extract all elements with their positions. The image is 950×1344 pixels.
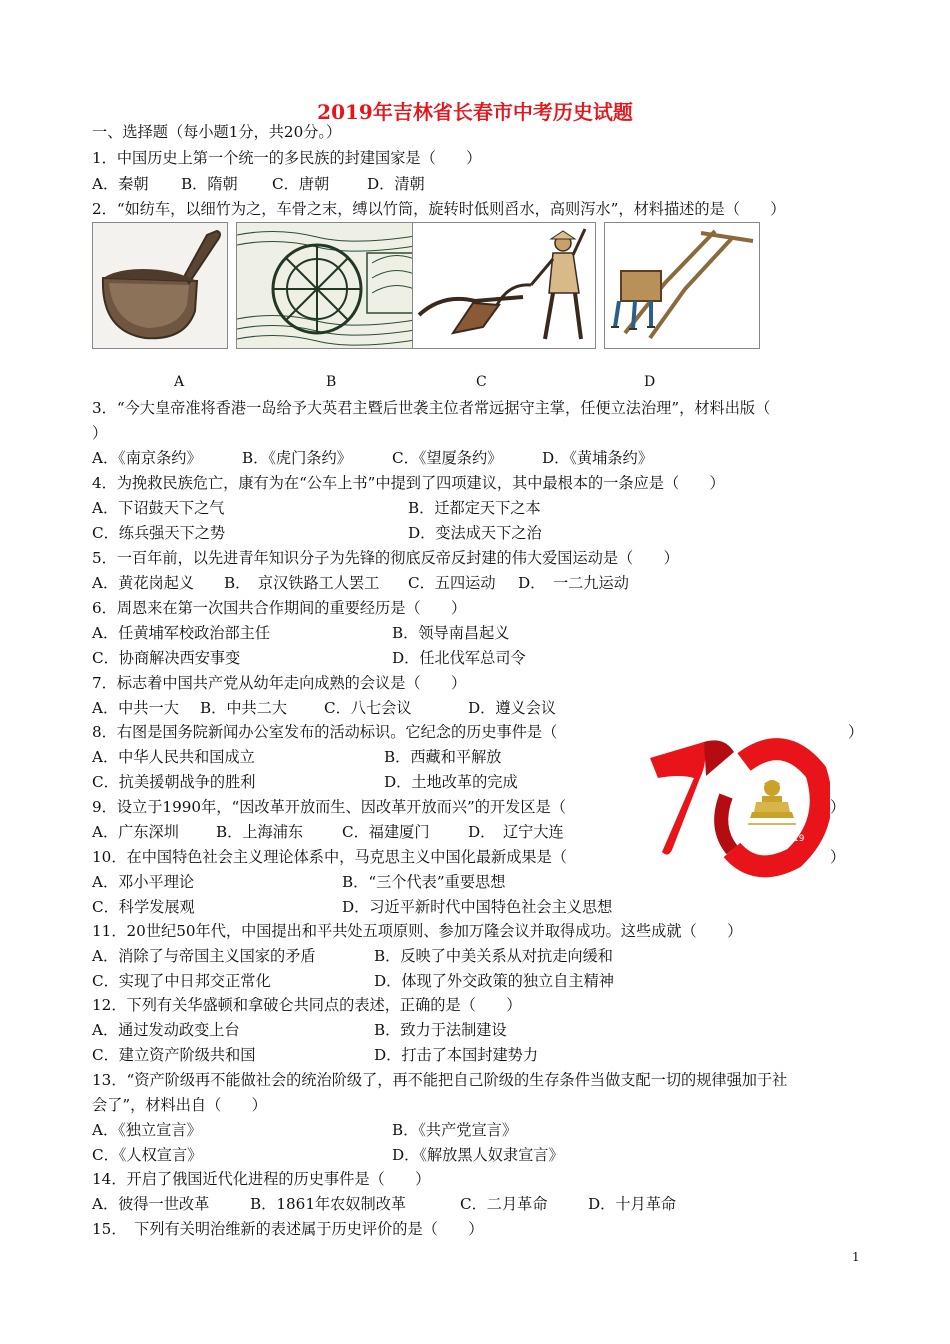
q7-option-a: A．中共一大	[92, 699, 179, 717]
q8-option-c: C．抗美援朝战争的胜利	[92, 773, 256, 791]
question-3-stem-cont: ）	[92, 424, 108, 442]
70th-anniversary-logo-icon	[644, 732, 830, 882]
q13-option-d: D．《解放黑人奴隶宣言》	[392, 1146, 564, 1164]
q7-option-d: D．遵义会议	[468, 699, 557, 717]
page-title: 2019年吉林省长春市中考历史试题	[317, 100, 633, 124]
question-1-stem: 1．中国历史上第一个统一的多民族的封建国家是（ ）	[92, 149, 482, 167]
q5-option-a: A．黄花岗起义	[92, 574, 195, 592]
q8-option-a: A．中华人民共和国成立	[92, 748, 255, 766]
q8-option-d: D．土地改革的完成	[384, 773, 518, 791]
q4-option-d: D．变法成天下之治	[408, 524, 542, 542]
question-3-stem: 3．“今大皇帝准将香港一岛给予大英君主暨后世袭主位者常远据守主掌，任便立法治理”，材料出版（	[92, 399, 771, 417]
q8-option-b: B．西藏和平解放	[384, 748, 502, 766]
q6-option-d: D．任北伐军总司令	[392, 649, 526, 667]
q10-option-c: C．科学发展观	[92, 898, 195, 916]
q13-option-b: B．《共产党宣言》	[392, 1121, 518, 1139]
question-12-stem: 12．下列有关华盛顿和拿破仑共同点的表述，正确的是（ ）	[92, 996, 522, 1014]
q5-option-c: C．五四运动	[408, 574, 496, 592]
waterwheel-icon	[236, 222, 434, 349]
question-14-stem: 14．开启了俄国近代化进程的历史事件是（ ）	[92, 1170, 431, 1188]
q12-option-a: A．通过发动政变上台	[92, 1021, 240, 1039]
q13-option-c: C．《人权宣言》	[92, 1146, 203, 1164]
question-13-stem: 13．“资产阶级再不能做社会的统治阶级了，再不能把自己阶级的生存条件当做支配一切的规律强加于社	[92, 1071, 788, 1089]
section-heading: 一、选择题（每小题1分，共20分。）	[92, 123, 342, 141]
image-label-b: B	[326, 374, 337, 390]
q9-option-c: C．福建厦门	[342, 823, 430, 841]
q14-option-b: B．1861年农奴制改革	[250, 1195, 407, 1213]
q1-option-c: C．唐朝	[272, 175, 330, 193]
q5-option-b: B． 京汉铁路工人罢工	[224, 574, 380, 592]
q1-option-a: A．秦朝	[92, 175, 149, 193]
q12-option-d: D．打击了本国封建势力	[374, 1046, 539, 1064]
q11-option-d: D．体现了外交政策的独立自主精神	[374, 972, 614, 990]
image-label-d: D	[644, 374, 656, 390]
q9-option-d: D． 辽宁大连	[468, 823, 564, 841]
q3-option-c: C．《望厦条约》	[392, 449, 503, 467]
question-10-stem: 10．在中国特色社会主义理论体系中，马克思主义中国化最新成果是（	[92, 848, 567, 866]
question-13-stem-cont: 会了”，材料出自（ ）	[92, 1096, 267, 1114]
q3-option-d: D．《黄埔条约》	[542, 449, 653, 467]
q11-option-a: A．消除了与帝国主义国家的矛盾	[92, 947, 316, 965]
q9-option-b: B．上海浦东	[216, 823, 304, 841]
question-8-stem: 8．右图是国务院新闻办公室发布的活动标识。它纪念的历史事件是（	[92, 723, 558, 741]
q11-option-c: C．实现了中日邦交正常化	[92, 972, 271, 990]
q10-option-d: D．习近平新时代中国特色社会主义思想	[342, 898, 613, 916]
q11-option-b: B．反映了中美关系从对抗走向缓和	[374, 947, 613, 965]
page-number: 1	[852, 1250, 860, 1264]
q3-option-a: A．《南京条约》	[92, 449, 202, 467]
q4-option-c: C．练兵强天下之势	[92, 524, 226, 542]
q1-option-b: B．隋朝	[181, 175, 238, 193]
q1-option-d: D．清朝	[367, 175, 425, 193]
q6-option-b: B．领导南昌起义	[392, 624, 510, 642]
image-label-a: A	[174, 374, 185, 390]
q8-close-paren: ）	[848, 723, 864, 741]
q6-option-c: C．协商解决西安事变	[92, 649, 241, 667]
q3-option-b: B．《虎门条约》	[242, 449, 352, 467]
q14-option-d: D．十月革命	[588, 1195, 677, 1213]
q14-option-c: C．二月革命	[460, 1195, 548, 1213]
dipper-icon	[92, 222, 228, 349]
q6-option-a: A．任黄埔军校政治部主任	[92, 624, 271, 642]
question-15-stem: 15． 下列有关明治维新的表述属于历史评价的是（ ）	[92, 1220, 484, 1238]
seed-drill-icon	[604, 222, 760, 349]
question-7-stem: 7．标志着中国共产党从幼年走向成熟的会议是（ ）	[92, 674, 467, 692]
q10-option-b: B．“三个代表”重要思想	[342, 873, 506, 891]
q12-option-b: B．致力于法制建设	[374, 1021, 507, 1039]
q7-option-b: B．中共二大	[200, 699, 288, 717]
q13-option-a: A．《独立宣言》	[92, 1121, 202, 1139]
q9-option-a: A．广东深圳	[92, 823, 179, 841]
logo-years: 1949 — 2019	[744, 834, 805, 844]
question-11-stem: 11．20世纪50年代，中国提出和平共处五项原则、参加万隆会议并取得成功。这些成就（ ）	[92, 922, 743, 940]
question-2-stem: 2．“如纺车，以细竹为之，车骨之末，缚以竹筒，旋转时低则舀水，高则泻水”，材料描述的是（ ）	[92, 200, 786, 218]
q12-option-c: C．建立资产阶级共和国	[92, 1046, 256, 1064]
q10-close-paren: ）	[830, 848, 846, 866]
question-4-stem: 4．为挽救民族危亡，康有为在“公车上书”中提到了四项建议，其中最根本的一条应是（ ）	[92, 474, 725, 492]
plough-icon	[412, 222, 596, 349]
q5-option-d: D． 一二九运动	[518, 574, 629, 592]
q10-option-a: A．邓小平理论	[92, 873, 195, 891]
q4-option-a: A．下诏鼓天下之气	[92, 499, 225, 517]
question-5-stem: 5．一百年前，以先进青年知识分子为先锋的彻底反帝反封建的伟大爱国运动是（ ）	[92, 549, 679, 567]
q9-close-paren: ）	[830, 798, 846, 816]
question-9-stem: 9．设立于1990年，“因改革开放而生、因改革开放而兴”的开发区是（	[92, 798, 566, 816]
q4-option-b: B．迁都定天下之本	[408, 499, 541, 517]
image-label-c: C	[476, 374, 487, 390]
question-6-stem: 6．周恩来在第一次国共合作期间的重要经历是（ ）	[92, 599, 467, 617]
q14-option-a: A．彼得一世改革	[92, 1195, 210, 1213]
q7-option-c: C．八七会议	[324, 699, 412, 717]
